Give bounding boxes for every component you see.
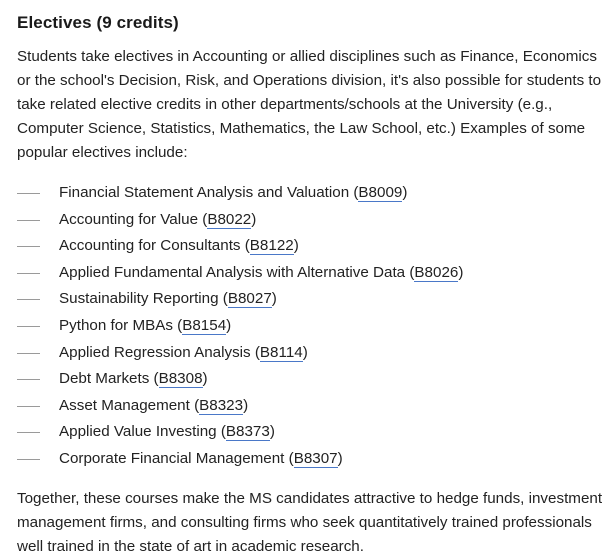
paren-open: (: [189, 396, 200, 414]
paren-open: (: [405, 263, 415, 281]
paren-close: ): [202, 370, 208, 388]
course-code-link[interactable]: B8027: [227, 290, 272, 308]
course-code-link[interactable]: B8122: [249, 237, 294, 255]
list-item-text: [59, 260, 463, 286]
list-item: [17, 313, 607, 340]
paren-close: ): [293, 237, 299, 255]
paren-close: ): [337, 449, 343, 467]
list-item-text: [59, 233, 299, 259]
course-title: Accounting for Value: [59, 210, 199, 228]
outro-paragraph: Together, these courses make the MS candidates attractive to hedge funds, investment management firms, and consulting firms who seek quantitatively trained professionals well trained in the state of art in academic research.: [17, 490, 603, 555]
paren-open: (: [349, 184, 359, 201]
course-code-link[interactable]: B8308: [158, 370, 203, 388]
list-item: [17, 286, 607, 313]
course-code-link[interactable]: B8154: [182, 316, 227, 334]
course-code-link[interactable]: B8009: [358, 184, 403, 201]
paren-open: (: [284, 449, 294, 467]
em-dash-bullet-icon: [17, 246, 40, 247]
em-dash-bullet-icon: [17, 379, 40, 380]
paren-open: (: [198, 210, 208, 228]
course-code-link[interactable]: B8323: [199, 396, 244, 414]
list-item: [17, 260, 607, 287]
em-dash-bullet-icon: [17, 220, 40, 221]
course-title: Asset Management: [59, 396, 190, 414]
course-title: Sustainability Reporting: [59, 290, 219, 308]
list-item: [17, 419, 607, 446]
course-title: Corporate Financial Management: [59, 449, 285, 467]
paren-close: ): [402, 184, 408, 201]
list-item: [17, 180, 607, 207]
em-dash-bullet-icon: [17, 273, 40, 274]
em-dash-bullet-icon: [17, 326, 40, 327]
electives-list: [17, 180, 607, 473]
list-item: [17, 393, 607, 420]
list-item: [17, 233, 607, 260]
paren-open: (: [149, 370, 159, 388]
course-title: Debt Markets: [59, 370, 150, 388]
intro-paragraph: Students take electives in Accounting or allied disciplines such as Finance, Economics or the school's Decision, Risk, and Operations division, it's also possible for students to take related elective credits in other departments/schools at the University (e.g., Computer Science, Statistics, Mathematics, the Law School, etc.) Examples of some popular electives include:: [17, 48, 602, 161]
paren-close: ): [243, 396, 249, 414]
paren-open: (: [172, 316, 183, 334]
list-item-text: [59, 180, 407, 206]
list-item-text: [59, 393, 248, 419]
course-title: Accounting for Consultants: [59, 237, 241, 255]
paren-open: (: [240, 237, 250, 255]
course-title: Applied Fundamental Analysis with Alternative Data: [59, 263, 406, 281]
paren-close: ): [302, 343, 308, 361]
em-dash-bullet-icon: [17, 299, 40, 300]
course-title: Applied Regression Analysis: [59, 343, 251, 361]
list-item: [17, 366, 607, 393]
course-title: Financial Statement Analysis and Valuation: [59, 184, 350, 201]
em-dash-bullet-icon: [17, 432, 40, 433]
paren-open: (: [218, 290, 228, 308]
course-title: Applied Value Investing: [59, 423, 217, 441]
em-dash-bullet-icon: [17, 353, 40, 354]
list-item: [17, 207, 607, 234]
list-item-text: [59, 207, 256, 233]
paren-close: ): [251, 210, 257, 228]
list-item-text: [59, 446, 343, 472]
list-item: [17, 446, 607, 473]
em-dash-bullet-icon: [17, 193, 40, 194]
list-item-text: [59, 340, 308, 366]
list-item-text: [59, 419, 275, 445]
section-heading: Electives (9 credits): [17, 13, 179, 32]
course-title: Python for MBAs: [59, 316, 173, 334]
course-code-link[interactable]: B8026: [414, 263, 459, 281]
paren-close: ): [271, 290, 277, 308]
list-item: [17, 340, 607, 367]
list-item-text: [59, 313, 231, 339]
paren-open: (: [216, 423, 226, 441]
list-item-text: [59, 286, 277, 312]
paren-close: ): [226, 316, 232, 334]
course-code-link[interactable]: B8307: [293, 449, 338, 467]
course-code-link[interactable]: B8022: [207, 210, 252, 228]
em-dash-bullet-icon: [17, 406, 40, 407]
course-code-link[interactable]: B8373: [225, 423, 270, 441]
paren-close: ): [458, 263, 464, 281]
course-code-link[interactable]: B8114: [259, 343, 303, 361]
paren-open: (: [250, 343, 260, 361]
paren-close: ): [269, 423, 275, 441]
list-item-text: [59, 366, 208, 392]
em-dash-bullet-icon: [17, 459, 40, 460]
